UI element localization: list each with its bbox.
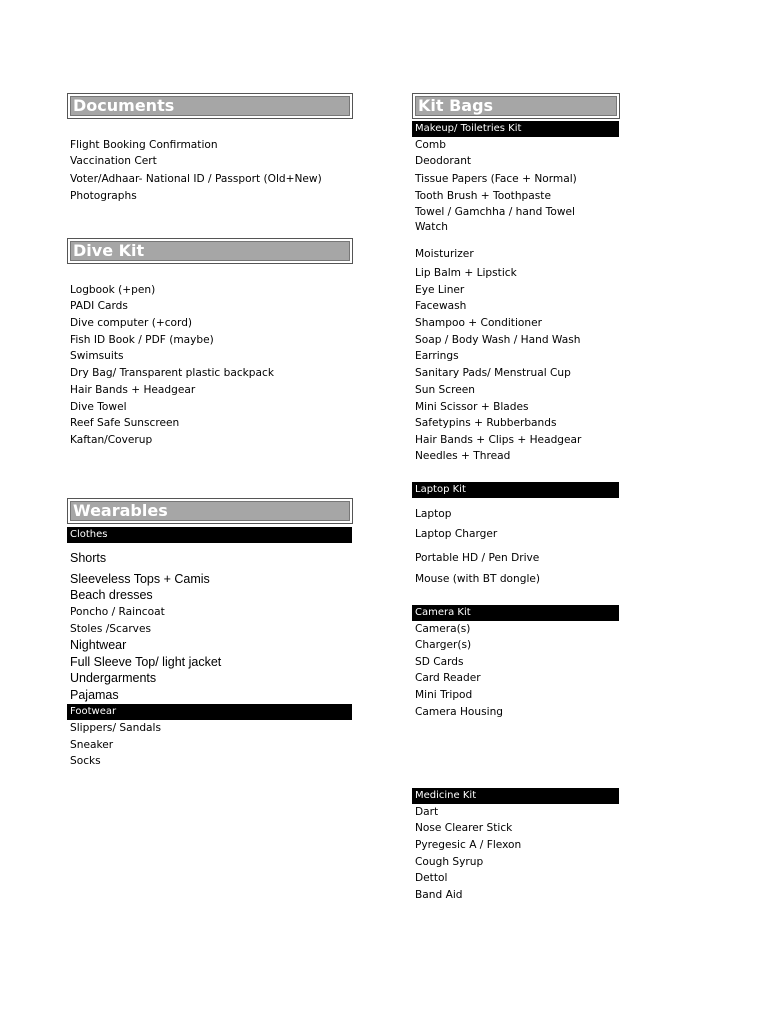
medicine-item: Dart <box>415 806 439 818</box>
makeup-item: Needles + Thread <box>415 450 511 462</box>
makeup-item: Tissue Papers (Face + Normal) <box>415 173 577 185</box>
dive-kit-item: Dive computer (+cord) <box>70 317 193 329</box>
footwear-item: Slippers/ Sandals <box>70 722 161 734</box>
medicine-item: Pyregesic A / Flexon <box>415 839 522 851</box>
medicine-item: Band Aid <box>415 889 463 901</box>
clothes-item: Undergarments <box>70 671 157 685</box>
medicine-item: Dettol <box>415 872 448 884</box>
kit-bags-header: Kit Bags <box>412 93 620 119</box>
dive-kit-item: Hair Bands + Headgear <box>70 384 196 396</box>
laptop-item: Laptop <box>415 508 452 520</box>
camera-item: Charger(s) <box>415 639 472 651</box>
footwear-subheader: Footwear <box>67 704 352 720</box>
makeup-item: Tooth Brush + Toothpaste <box>415 190 551 202</box>
documents-item: Voter/Adhaar- National ID / Passport (Old+New) <box>70 173 322 185</box>
footwear-item: Socks <box>70 755 101 767</box>
dive-kit-item: Fish ID Book / PDF (maybe) <box>70 334 214 346</box>
clothes-item: Beach dresses <box>70 588 153 602</box>
clothes-item: Sleeveless Tops + Camis <box>70 572 210 586</box>
dive-kit-item: Dive Towel <box>70 401 127 413</box>
makeup-item: Mini Scissor + Blades <box>415 401 529 413</box>
documents-item: Flight Booking Confirmation <box>70 139 218 151</box>
makeup-item: Shampoo + Conditioner <box>415 317 542 329</box>
camera-item: SD Cards <box>415 656 464 668</box>
makeup-item: Lip Balm + Lipstick <box>415 267 517 279</box>
makeup-item: Sanitary Pads/ Menstrual Cup <box>415 367 571 379</box>
makeup-item: Soap / Body Wash / Hand Wash <box>415 334 581 346</box>
documents-header: Documents <box>67 93 353 119</box>
makeup-item: Eye Liner <box>415 284 465 296</box>
dive-kit-item: Reef Safe Sunscreen <box>70 417 180 429</box>
makeup-item: Moisturizer <box>415 248 474 260</box>
makeup-item: Comb <box>415 139 446 151</box>
clothes-subheader: Clothes <box>67 527 352 543</box>
documents-item: Vaccination Cert <box>70 155 157 167</box>
makeup-item: Sun Screen <box>415 384 475 396</box>
medicine-item: Nose Clearer Stick <box>415 822 513 834</box>
laptop-item: Portable HD / Pen Drive <box>415 552 540 564</box>
camera-item: Camera(s) <box>415 623 471 635</box>
laptop-item: Mouse (with BT dongle) <box>415 573 541 585</box>
clothes-item: Stoles /Scarves <box>70 623 151 635</box>
medicine-item: Cough Syrup <box>415 856 484 868</box>
camera-item: Mini Tripod <box>415 689 473 701</box>
camera-item: Card Reader <box>415 672 481 684</box>
footwear-item: Sneaker <box>70 739 114 751</box>
documents-item: Photographs <box>70 190 137 202</box>
clothes-item: Shorts <box>70 551 107 565</box>
dive-kit-item: Logbook (+pen) <box>70 284 156 296</box>
makeup-item: Deodorant <box>415 155 472 167</box>
camera-subheader: Camera Kit <box>412 605 619 621</box>
dive-kit-item: PADI Cards <box>70 300 128 312</box>
makeup-item: Hair Bands + Clips + Headgear <box>415 434 582 446</box>
clothes-item: Poncho / Raincoat <box>70 606 165 618</box>
makeup-item: Safetypins + Rubberbands <box>415 417 557 429</box>
laptop-item: Laptop Charger <box>415 528 498 540</box>
laptop-subheader: Laptop Kit <box>412 482 619 498</box>
makeup-subheader: Makeup/ Toiletries Kit <box>412 121 619 137</box>
dive-kit-item: Dry Bag/ Transparent plastic backpack <box>70 367 274 379</box>
makeup-item: Towel / Gamchha / hand Towel <box>415 206 575 218</box>
dive-kit-item: Swimsuits <box>70 350 124 362</box>
dive-kit-header: Dive Kit <box>67 238 353 264</box>
clothes-item: Full Sleeve Top/ light jacket <box>70 655 222 669</box>
makeup-item: Earrings <box>415 350 459 362</box>
makeup-item: Facewash <box>415 300 467 312</box>
clothes-item: Nightwear <box>70 638 127 652</box>
wearables-header: Wearables <box>67 498 353 524</box>
clothes-item: Pajamas <box>70 688 119 702</box>
dive-kit-item: Kaftan/Coverup <box>70 434 153 446</box>
makeup-item: Watch <box>415 221 448 233</box>
camera-item: Camera Housing <box>415 706 504 718</box>
medicine-subheader: Medicine Kit <box>412 788 619 804</box>
